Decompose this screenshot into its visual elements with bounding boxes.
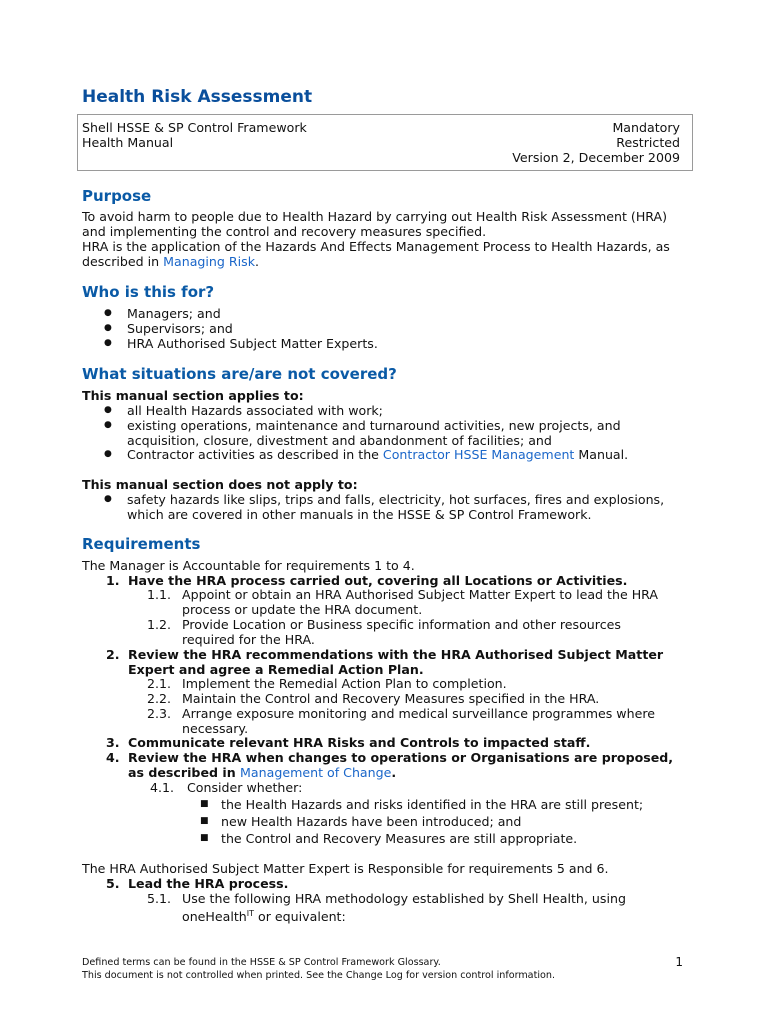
term-health-hazard: Health Hazard [282,209,373,224]
purpose-text-7: . [255,254,260,269]
square-bullet-icon: ■ [200,816,209,826]
applies-item-text [127,447,702,462]
purpose-text-4: HRA is the application of the [82,239,266,254]
purpose-text-5: to Health Hazards, as [530,239,670,254]
req-line: Appoint or obtain an HRA Authorised Subject Matter Expert to lead the HRA [182,587,659,602]
req-part: or equivalent: [254,909,346,925]
purpose-text-1: To avoid harm to people due to [82,209,283,224]
req-2-1: Implement the Remedial Action Plan to completion. [182,676,507,691]
req-number: 5.1. [147,891,172,906]
consider-item: the Control and Recovery Measures are still appropriate. [221,831,578,846]
applies-item-part: Contractor activities as described in the [127,447,383,462]
who-item-text: Managers; and [127,306,221,321]
bullet-icon: ● [104,420,112,430]
bullet-icon: ● [104,494,112,504]
req-number: 1.1. [147,587,172,602]
consider-item: the Health Hazards and risks identified in the HRA are still present; [221,797,644,812]
square-bullet-icon: ■ [200,833,209,843]
not-apply-item-text [127,492,702,522]
bullet-icon: ● [104,449,112,459]
req-number: 1. [106,573,120,588]
term-onehealth: oneHealth [182,909,247,925]
req-2-2: Maintain the Control and Recovery Measures specified in the HRA. [182,691,600,706]
managing-risk-link[interactable]: Managing Risk [163,254,255,269]
footer-control-note: This document is not controlled when printed. See the Change Log for version control information. [82,970,555,981]
term-hemp: Hazards And Effects Management Process [265,239,531,254]
req-number: 5. [106,876,120,891]
req-part: . [391,765,397,780]
management-of-change-link[interactable]: Management of Change [240,765,392,780]
req-number: 1.2. [147,617,172,632]
applies-label: This manual section applies to: [82,388,304,403]
req-part: . [418,662,424,677]
req-number: 4.1. [150,780,175,795]
footer [82,956,555,982]
term-organisations: Organisations [470,750,570,765]
req-3: Communicate relevant HRA Risks and Controls to impacted staff. [128,735,591,750]
req-part: Expert and agree a [128,662,268,677]
situations-heading: What situations are/are not covered? [82,365,397,383]
req-line: Arrange exposure monitoring and medical surveillance programmes where [182,706,655,721]
req-line: Use the following HRA methodology established by Shell Health, using [182,891,626,906]
bullet-icon: ● [104,323,112,333]
purpose-line-2: and implementing the control and recovery measures specified. [82,224,487,239]
not-apply-label: This manual section does not apply to: [82,477,358,492]
consider-item: new Health Hazards have been introduced; and [221,814,522,829]
restricted-label: Restricted [616,135,680,150]
square-bullet-icon: ■ [200,799,209,809]
req-number: 3. [106,735,120,750]
req-line: process or update the HRA document. [182,602,423,617]
purpose-heading: Purpose [82,187,152,205]
purpose-text [82,209,702,269]
applies-item-line: existing operations, maintenance and turnaround activities, new projects, and [127,418,621,433]
bullet-icon: ● [104,308,112,318]
req-part: are proposed, [569,750,674,765]
req-number: 2.3. [147,706,172,721]
who-heading: Who is this for? [82,283,215,301]
who-item-text: Supervisors; and [127,321,233,336]
req-line: necessary. [182,721,249,736]
framework-name: Shell HSSE & SP Control Framework [82,120,307,135]
applies-item-part: Manual. [574,447,629,462]
req-1-2 [182,617,621,647]
req-5: Lead the HRA process. [128,876,289,891]
purpose-text-6: described in [82,254,164,269]
header-left [82,120,307,150]
req-line: Provide Location or Business specific information and other resources [182,617,621,632]
term-hra: Health Risk Assessment [475,209,627,224]
req-number: 2. [106,647,120,662]
purpose-text-3: (HRA) [626,209,668,224]
version-label: Version 2, December 2009 [512,150,680,165]
who-item-text: HRA Authorised Subject Matter Experts. [127,336,378,351]
bullet-icon: ● [104,405,112,415]
manual-name: Health Manual [82,135,174,150]
req-number: 2.1. [147,676,172,691]
req-number: 4. [106,750,120,765]
req-number: 2.2. [147,691,172,706]
mandatory-label: Mandatory [612,120,680,135]
term-remedial-action-plan: Remedial Action Plan [267,662,419,677]
requirements-intro-2: The HRA Authorised Subject Matter Expert is Responsible for requirements 5 and 6. [82,861,609,876]
contractor-hsse-link[interactable]: Contractor HSSE Management [382,447,575,462]
req-part: as described in [128,765,241,780]
page-title: Health Risk Assessment [82,87,313,107]
req-part: Review the HRA when changes to operations or [128,750,471,765]
req-4 [128,750,673,780]
not-apply-line: safety hazards like slips, trips and falls, electricity, hot surfaces, fires and explosions, [127,492,665,507]
requirements-intro: The Manager is Accountable for requirements 1 to 4. [82,558,415,573]
req-2 [128,647,663,677]
req-line: required for the HRA. [182,632,315,647]
footer-glossary-note: Defined terms can be found in the HSSE & SP Control Framework Glossary. [82,957,441,968]
page-number: 1 [675,955,683,969]
applies-item-text: all Health Hazards associated with work; [127,403,383,418]
applies-item-text [127,418,702,448]
req-4-1: Consider whether: [187,780,303,795]
purpose-text-2: by carrying out [372,209,476,224]
requirements-heading: Requirements [82,535,201,553]
bullet-icon: ● [104,338,112,348]
req-2-3 [182,706,655,736]
req-1: Have the HRA process carried out, covering all Locations or Activities. [128,573,628,588]
header-right [512,120,680,165]
not-apply-line: which are covered in other manuals in the HSSE & SP Control Framework. [127,507,592,522]
req-1-1 [182,587,658,617]
req-5-1 [182,891,626,924]
req-line: Review the HRA recommendations with the HRA Authorised Subject Matter [128,647,664,662]
applies-item-line: acquisition, closure, divestment and abandonment of facilities; and [127,433,552,448]
superscript: IT [246,909,255,918]
